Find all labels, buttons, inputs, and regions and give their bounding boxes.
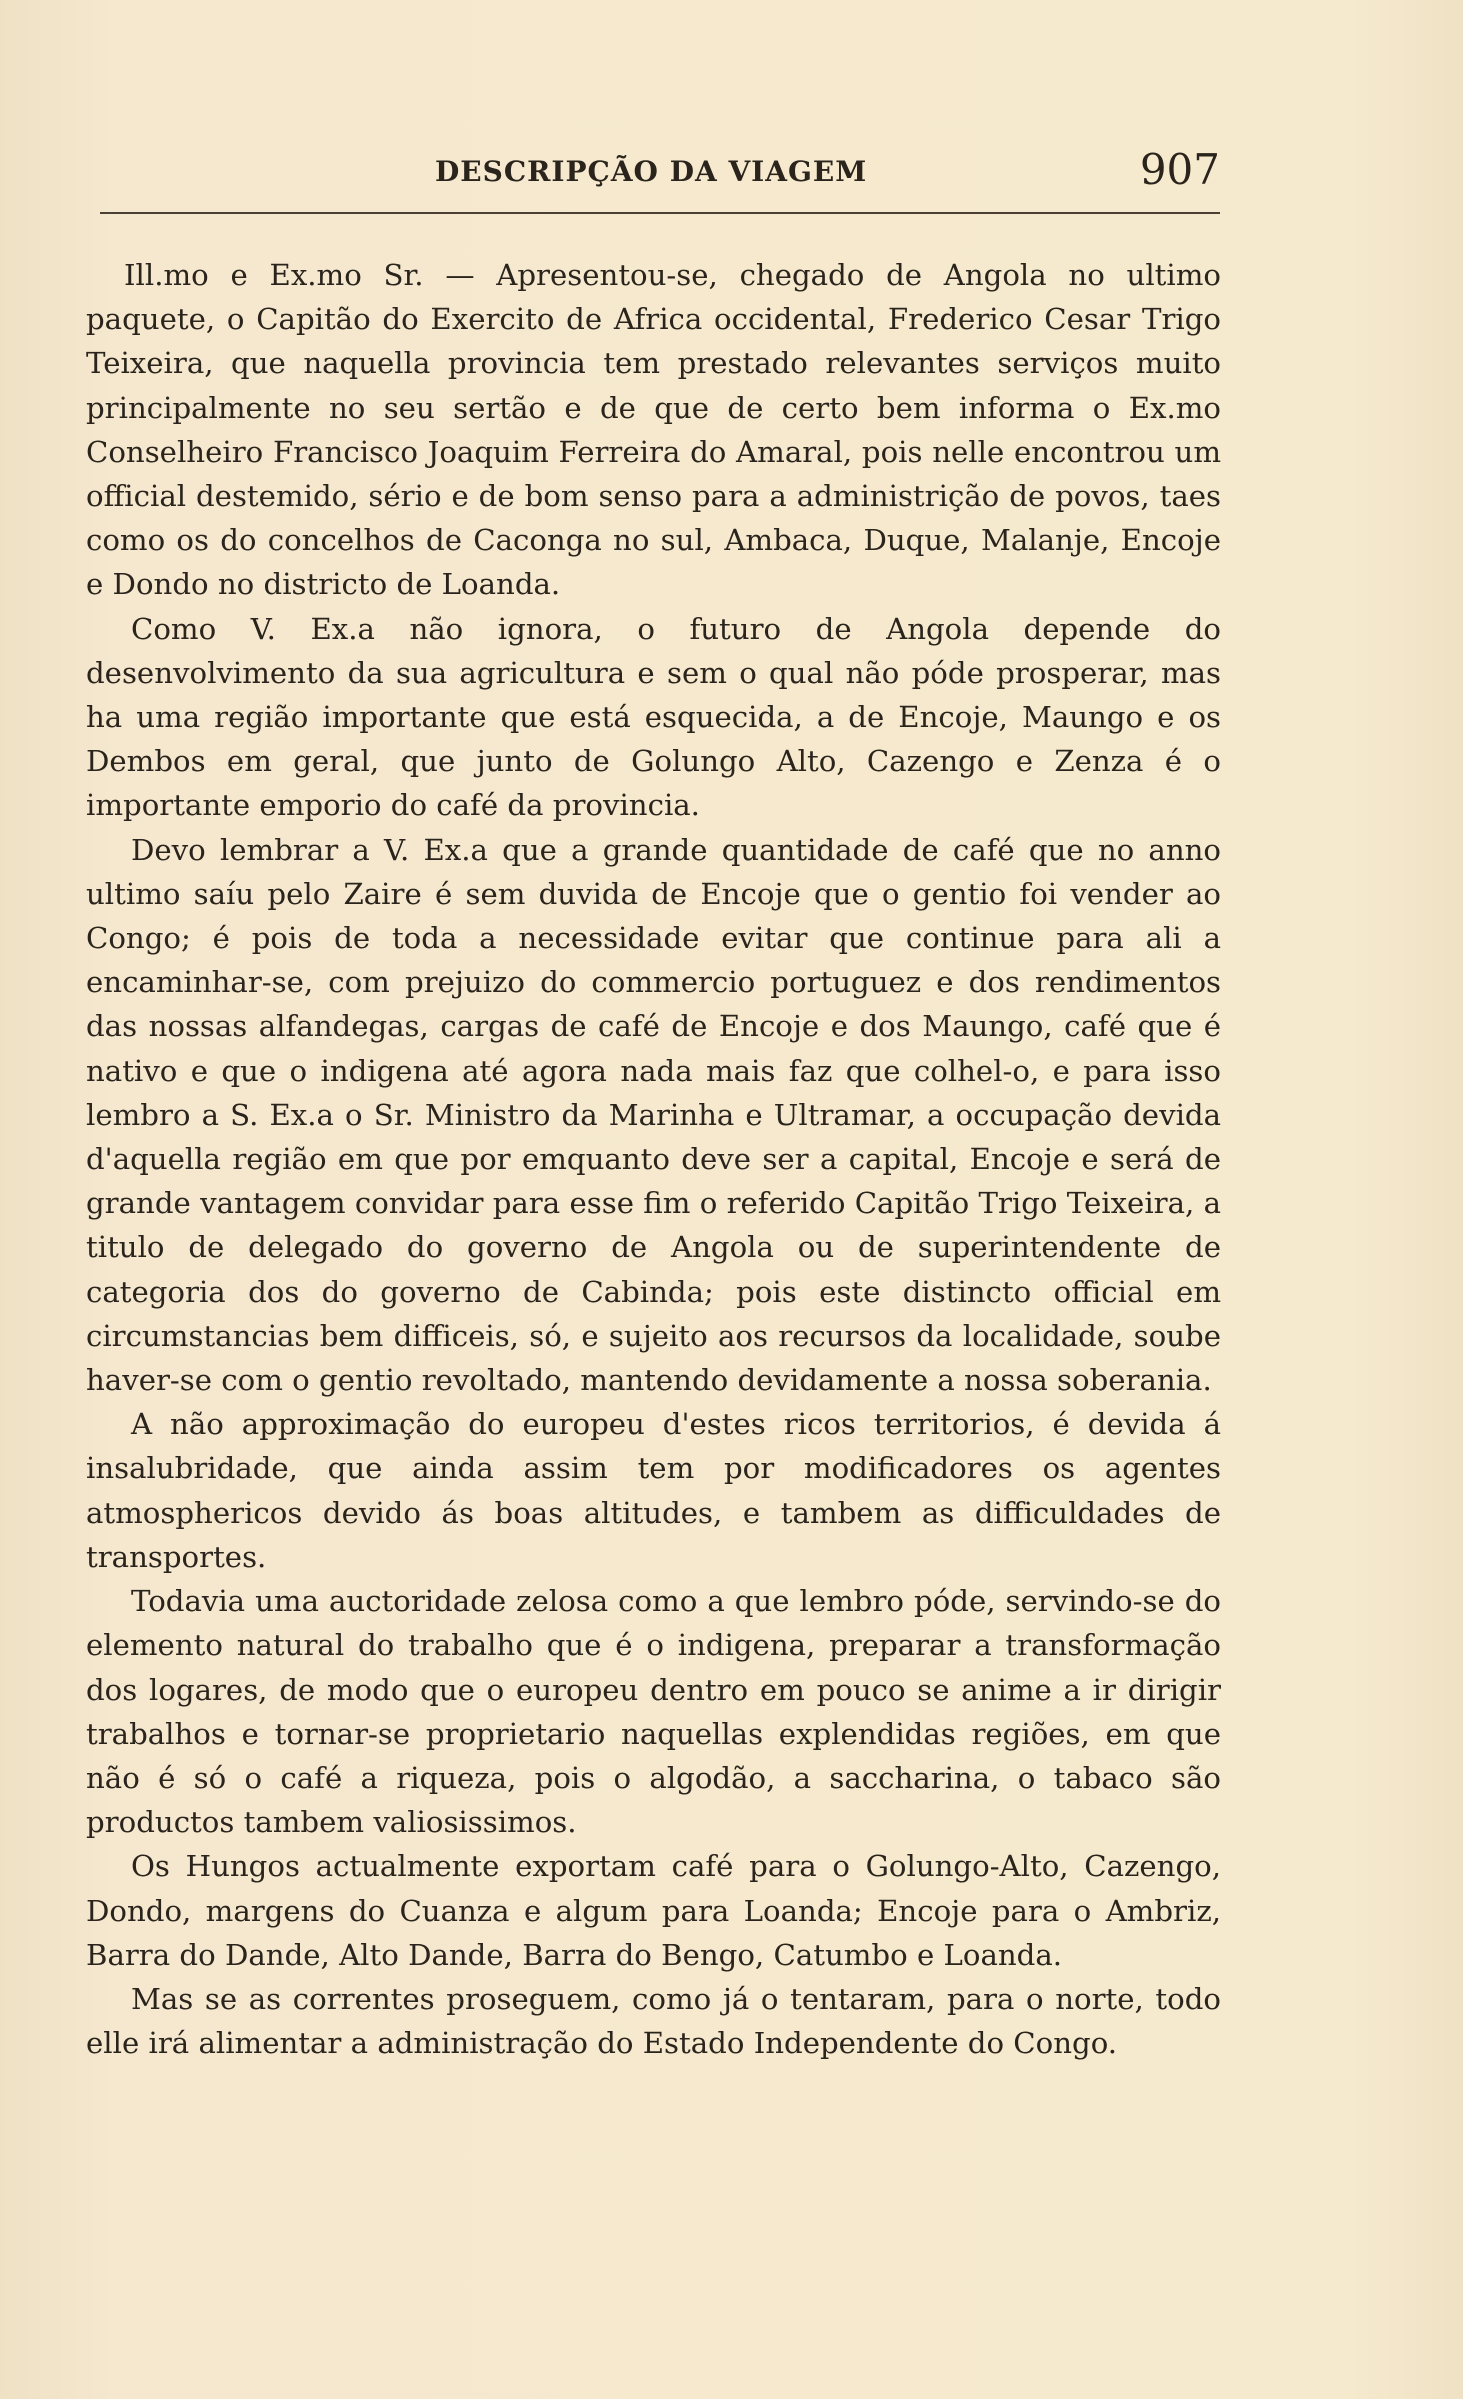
paragraph-7: Mas se as correntes proseguem, como já o tentaram, para o norte, todo elle irá alimentar a administração do Estado Independente do Congo.: [86, 1981, 1221, 2061]
paragraph-5: Todavia uma auctoridade zelosa como a que lembro póde, servindo-se do elemento natural do trabalho que é o indigena, preparar a transformação dos logares, de modo que o europeu dentro em pouco se anime a ir dirigir trabalhos e tornar-se proprietario naquellas explendidas regiões, em que não é só o café a riqueza, pois o algodão, a saccharina, o tabaco são productos tambem valiosissimos.: [86, 1584, 1221, 1840]
paragraph-2: Como V. Ex.a não ignora, o futuro de Angola depende do desenvolvimento da sua agricultura e sem o qual não póde prosperar, mas ha uma região importante que está esquecida, a de Encoje, Maungo e os Dembos em geral, que junto de Golungo Alto, Cazengo e Zenza é o importante emporio do café da provincia.: [86, 611, 1221, 823]
page-number: 907: [1139, 145, 1220, 194]
running-title: DESCRIPÇÃO DA VIAGEM: [435, 155, 868, 188]
header-rule: [100, 212, 1220, 214]
paragraph-4: A não approximação do europeu d'estes ricos territorios, é devida á insalubridade, que ainda assim tem por modificadores os agentes atmosphericos devido ás boas altitudes, e tambem as difficuldades de transportes.: [86, 1407, 1221, 1574]
paragraph-3: Devo lembrar a V. Ex.a que a grande quantidade de café que no anno ultimo saíu pelo Zaire é sem duvida de Encoje que o gentio foi vender ao Congo; é pois de toda a necessidade evitar que continue para ali a encaminhar-se, com prejuizo do commercio portuguez e dos rendimentos das nossas alfandegas, cargas de café de Encoje e dos Maungo, café que é nativo e que o indigena até agora nada mais faz que colhel-o, e para isso lembro a S. Ex.a o Sr. Ministro da Marinha e Ultramar, a occupação devida d'aquella região em que por emquanto deve ser a capital, Encoje e será de grande vantagem convidar para esse fim o referido Capitão Trigo Teixeira, a titulo de delegado do governo de Angola ou de superintendente de categoria dos do governo de Cabinda; pois este distincto official em circumstancias bem difficeis, só, e sujeito aos recursos da localidade, soube haver-se com o gentio revoltado, mantendo devidamente a nossa soberania.: [86, 832, 1221, 1398]
main-text: [86, 253, 1221, 2065]
running-header: [90, 145, 1220, 205]
paragraph-6: Os Hungos actualmente exportam café para o Golungo-Alto, Cazengo, Dondo, margens do Cuanza e algum para Loanda; Encoje para o Ambriz, Barra do Dande, Alto Dande, Barra do Bengo, Catumbo e Loanda.: [86, 1849, 1221, 1972]
paragraph-1: Ill.mo e Ex.mo Sr. — Apresentou-se, chegado de Angola no ultimo paquete, o Capitão do Exercito de Africa occidental, Frederico Cesar Trigo Teixeira, que naquella provincia tem prestado relevantes serviços muito principalmente no seu sertão e de que de certo bem informa o Ex.mo Conselheiro Francisco Joaquim Ferreira do Amaral, pois nelle encontrou um official destemido, sério e de bom senso para a administrição de povos, taes como os do concelhos de Caconga no sul, Ambaca, Duque, Malanje, Encoje e Dondo no districto de Loanda.: [86, 258, 1221, 602]
